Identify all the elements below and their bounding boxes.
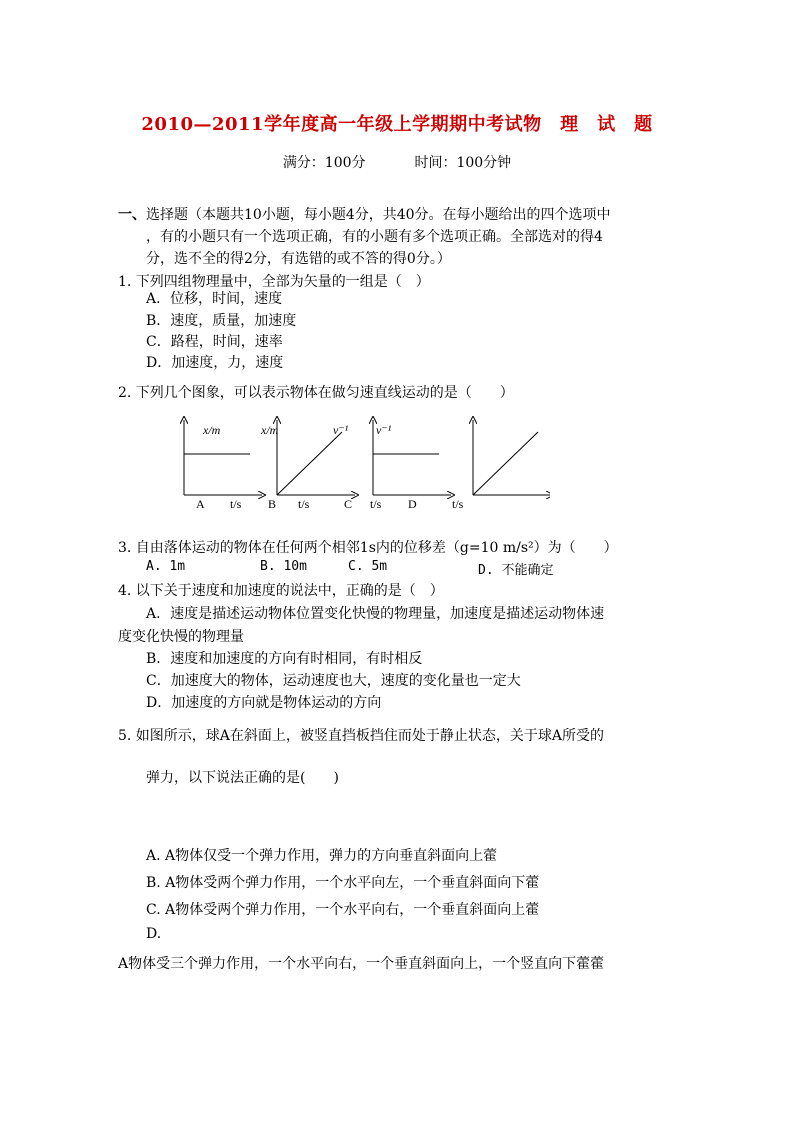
exam-subtitle [0, 152, 794, 172]
question-4-option-d: D．加速度的方向就是物体运动的方向 [146, 695, 382, 711]
graph-b-line [277, 432, 342, 495]
graph-d-line [473, 432, 538, 495]
graph-d [376, 420, 550, 511]
section1-text1: 选择题（本题共10小题，每小题4分，共40分。在每小题给出的四个选项中 [146, 207, 611, 223]
question-3-option-c: C. 5m [348, 559, 388, 574]
question-5-option-d-text: A物体受三个弹力作用，一个水平向右，一个垂直斜面向上，一个竖直向下藿藿 [118, 956, 605, 972]
question-4-option-a-line2: 度变化快慢的物理量 [118, 629, 244, 645]
question-2-stem: 2. 下列几个图象，可以表示物体在做匀速直线运动的是（ ） [118, 385, 514, 401]
question-1-option-c: C．路程，时间，速率 [146, 334, 283, 350]
question-3-stem: 3. 自由落体运动的物体在任何两个相邻1s内的位移差（g=10 m/s²）为（ ） [118, 540, 618, 556]
graph-d-letter: D [408, 497, 417, 511]
section1-line1 [118, 204, 611, 224]
graph-d-ylabel: v⁻¹ [376, 423, 392, 437]
motion-graphs [170, 410, 550, 520]
section1-heading: 一、 [118, 207, 146, 223]
graph-b-letter: B [268, 497, 277, 511]
question-5-option-a: A. A物体仅受一个弹力作用，弹力的方向垂直斜面向上藿 [146, 848, 498, 864]
question-3-option-b: B. 10m [260, 559, 307, 574]
question-1-stem: 1. 下列四组物理量中，全部为矢量的一组是（ ） [118, 274, 430, 290]
graph-c-ylabel: v⁻¹ [333, 423, 349, 437]
graph-a-xlabel: t/s [230, 497, 242, 511]
question-3-option-d: D. 不能确定 [478, 563, 554, 578]
graph-a-ylabel: x/m [203, 423, 221, 437]
question-5-stem-line1: 5. 如图所示，球A在斜面上，被竖直挡板挡住而处于静止状态，关于球A所受的 [118, 728, 605, 744]
question-1-option-d: D．加速度，力，速度 [146, 355, 284, 371]
graph-a-letter: A [196, 497, 205, 511]
exam-title: 2010—2011学年度高一年级上学期期中考试物 理 试 题 [141, 114, 653, 135]
graph-c-letter: C [344, 497, 353, 511]
question-5-option-d: D. [146, 926, 162, 942]
question-3-option-a: A. 1m [146, 559, 186, 574]
question-4-option-c: C．加速度大的物体，运动速度也大，速度的变化量也一定大 [146, 673, 521, 689]
question-4-option-a-line1: A．速度是描述运动物体位置变化快慢的物理量，加速度是描述运动物体速 [146, 606, 605, 622]
graph-a [184, 420, 262, 511]
section1-line3: 分，选不全的得2分，有选错的或不答的得0分。） [146, 251, 451, 267]
question-5-stem-line2: 弹力，以下说法正确的是( ) [146, 770, 339, 786]
question-4-stem: 4. 以下关于速度和加速度的说法中，正确的是（ ） [118, 583, 444, 599]
graph-b-xlabel: t/s [298, 497, 310, 511]
question-5-option-c: C. A物体受两个弹力作用，一个水平向右，一个垂直斜面向上藿 [146, 902, 540, 918]
graph-d-xlabel: t/s [452, 497, 464, 511]
question-4-option-b: B．速度和加速度的方向有时相同，有时相反 [146, 651, 423, 667]
question-1-option-b: B．速度，质量，加速度 [146, 313, 297, 329]
graph-b-ylabel: x/m [261, 423, 279, 437]
exam-time: 时间：100分钟 [414, 155, 512, 171]
graph-c-xlabel: t/s [370, 497, 382, 511]
full-score: 满分：100分 [282, 155, 366, 171]
question-1-option-a: A．位移，时间，速度 [146, 291, 283, 307]
section1-line2: ，有的小题只有一个选项正确，有的小题有多个选项正确。全部选对的得4 [146, 229, 603, 245]
graph-c [333, 420, 451, 511]
question-5-option-b: B. A物体受两个弹力作用，一个水平向左，一个垂直斜面向下藿 [146, 875, 540, 891]
